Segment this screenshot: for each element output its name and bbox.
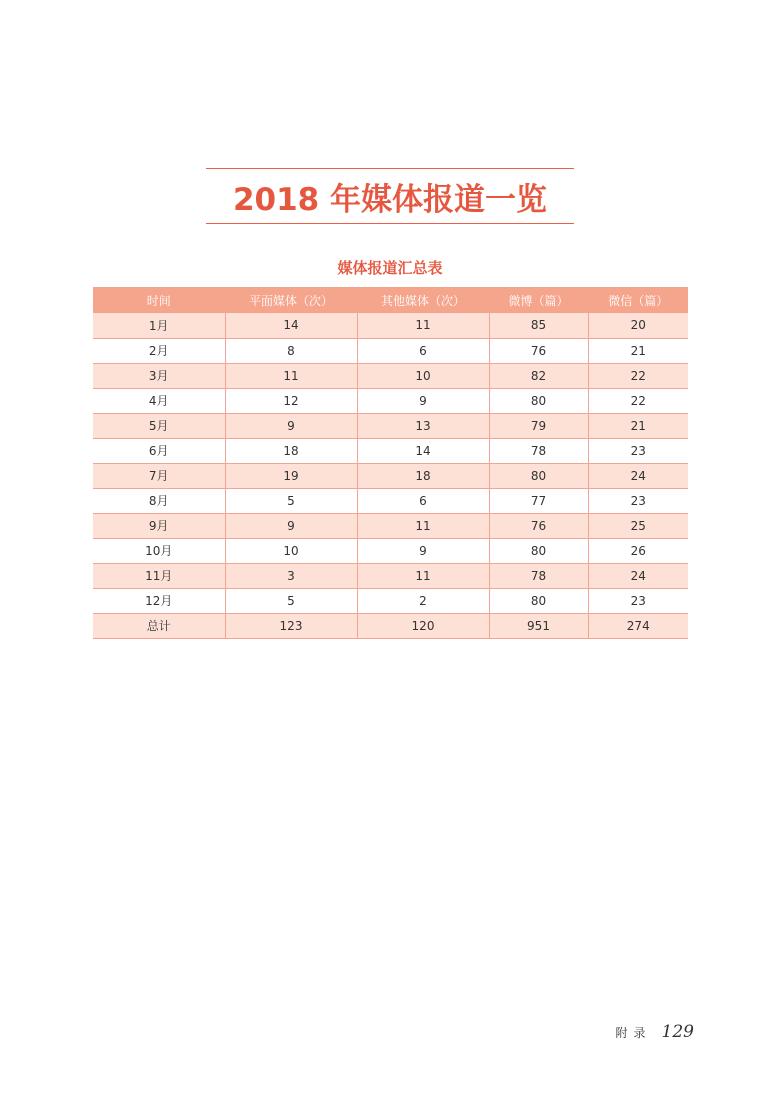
table-row [93, 338, 688, 363]
cell-wechat: 26 [588, 538, 688, 563]
cell-month: 6月 [93, 438, 225, 463]
cell-other-media: 14 [357, 438, 489, 463]
media-report-table [93, 287, 688, 639]
table-row [93, 413, 688, 438]
cell-weibo: 77 [489, 488, 588, 513]
cell-weibo: 78 [489, 438, 588, 463]
cell-wechat: 24 [588, 563, 688, 588]
header-print-media: 平面媒体（次） [225, 287, 357, 313]
cell-wechat: 22 [588, 363, 688, 388]
cell-month: 11月 [93, 563, 225, 588]
cell-total-label: 总计 [93, 613, 225, 638]
cell-wechat: 23 [588, 588, 688, 613]
cell-month: 2月 [93, 338, 225, 363]
cell-wechat: 23 [588, 438, 688, 463]
cell-wechat: 23 [588, 488, 688, 513]
cell-total-other-media: 120 [357, 613, 489, 638]
cell-other-media: 18 [357, 463, 489, 488]
cell-total-weibo: 951 [489, 613, 588, 638]
table-row [93, 363, 688, 388]
table-row [93, 313, 688, 338]
table-row [93, 538, 688, 563]
table-row [93, 513, 688, 538]
header-weibo: 微博（篇） [489, 287, 588, 313]
cell-wechat: 21 [588, 413, 688, 438]
cell-wechat: 22 [588, 388, 688, 413]
cell-weibo: 76 [489, 338, 588, 363]
cell-print-media: 8 [225, 338, 357, 363]
cell-weibo: 80 [489, 538, 588, 563]
table-row [93, 563, 688, 588]
cell-weibo: 82 [489, 363, 588, 388]
page-title: 2018 年媒体报道一览 [232, 181, 548, 218]
page-footer [616, 1022, 694, 1042]
header-time: 时间 [93, 287, 225, 313]
cell-print-media: 18 [225, 438, 357, 463]
cell-other-media: 6 [357, 338, 489, 363]
cell-print-media: 5 [225, 488, 357, 513]
cell-month: 10月 [93, 538, 225, 563]
page-number: 129 [661, 1022, 694, 1042]
cell-print-media: 9 [225, 413, 357, 438]
cell-print-media: 12 [225, 388, 357, 413]
cell-month: 12月 [93, 588, 225, 613]
title-block [206, 168, 574, 224]
cell-other-media: 10 [357, 363, 489, 388]
table-header-row [93, 287, 688, 313]
cell-other-media: 11 [357, 563, 489, 588]
cell-print-media: 11 [225, 363, 357, 388]
cell-other-media: 13 [357, 413, 489, 438]
table-row [93, 488, 688, 513]
header-wechat: 微信（篇） [588, 287, 688, 313]
footer-section-label: 附录 [615, 1026, 652, 1040]
cell-print-media: 19 [225, 463, 357, 488]
cell-print-media: 9 [225, 513, 357, 538]
cell-weibo: 80 [489, 588, 588, 613]
cell-total-print-media: 123 [225, 613, 357, 638]
cell-print-media: 10 [225, 538, 357, 563]
cell-month: 4月 [93, 388, 225, 413]
cell-other-media: 6 [357, 488, 489, 513]
cell-other-media: 11 [357, 313, 489, 338]
cell-month: 7月 [93, 463, 225, 488]
cell-month: 9月 [93, 513, 225, 538]
cell-month: 8月 [93, 488, 225, 513]
cell-wechat: 20 [588, 313, 688, 338]
cell-print-media: 3 [225, 563, 357, 588]
cell-other-media: 9 [357, 538, 489, 563]
cell-total-wechat: 274 [588, 613, 688, 638]
table-row [93, 388, 688, 413]
cell-weibo: 85 [489, 313, 588, 338]
cell-print-media: 5 [225, 588, 357, 613]
cell-weibo: 80 [489, 388, 588, 413]
cell-month: 5月 [93, 413, 225, 438]
table-caption: 媒体报道汇总表 [337, 259, 443, 277]
cell-print-media: 14 [225, 313, 357, 338]
cell-month: 3月 [93, 363, 225, 388]
cell-weibo: 76 [489, 513, 588, 538]
cell-wechat: 24 [588, 463, 688, 488]
table-row [93, 463, 688, 488]
cell-weibo: 78 [489, 563, 588, 588]
table-total-row [93, 613, 688, 638]
header-other-media: 其他媒体（次） [357, 287, 489, 313]
cell-other-media: 11 [357, 513, 489, 538]
cell-wechat: 25 [588, 513, 688, 538]
cell-month: 1月 [93, 313, 225, 338]
table-row [93, 588, 688, 613]
table-row [93, 438, 688, 463]
cell-weibo: 80 [489, 463, 588, 488]
cell-other-media: 2 [357, 588, 489, 613]
cell-weibo: 79 [489, 413, 588, 438]
cell-wechat: 21 [588, 338, 688, 363]
cell-other-media: 9 [357, 388, 489, 413]
